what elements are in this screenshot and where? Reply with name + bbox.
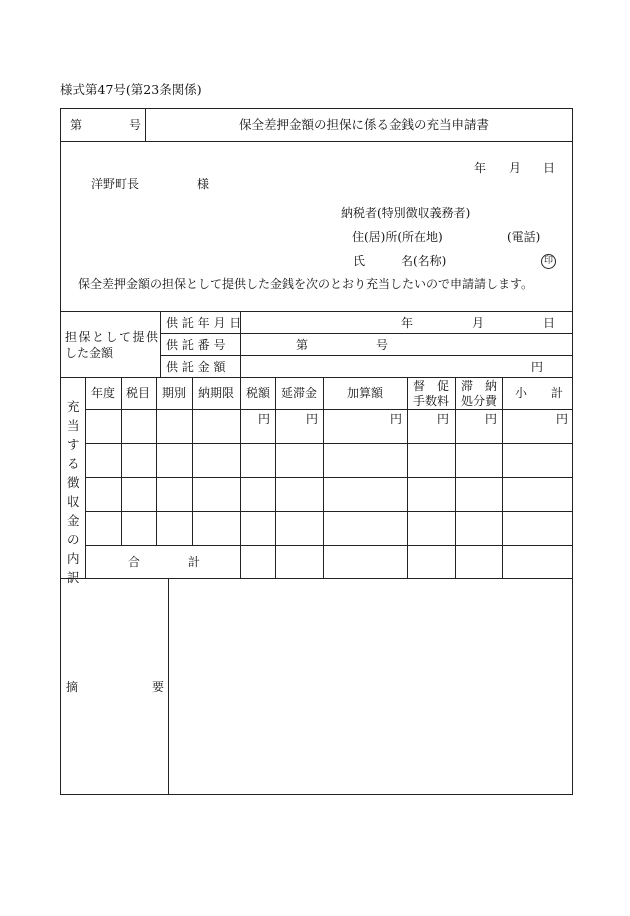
deposit-number-label: 供 託 番 号 bbox=[166, 338, 226, 352]
yen-marker-subtotal: 円 bbox=[556, 412, 569, 426]
date-day-label: 日 bbox=[543, 161, 556, 175]
application-statement: 保全差押金額の担保として提供した金銭を次のとおり充当したいので申請請します。 bbox=[78, 277, 534, 291]
deposit-year-label: 年 bbox=[401, 316, 414, 330]
breakdown-section-label: 充当する徴収金の内訳 bbox=[67, 399, 80, 585]
address-label: 住(居)所(所在地) bbox=[352, 230, 443, 244]
yen-marker-tax-amount: 円 bbox=[258, 412, 271, 426]
col-header-additional-tax: 加算額 bbox=[347, 386, 384, 400]
col-header-delinquency-fee: 滞 納 bbox=[461, 379, 498, 393]
deposit-amount-label: 供 託 金 額 bbox=[166, 360, 226, 374]
deposit-no-prefix: 第 bbox=[296, 338, 309, 352]
deposit-date-label: 供 託 年 月 日 bbox=[166, 316, 242, 330]
phone-label: (電話) bbox=[507, 230, 541, 244]
collateral-section-label-2: した金額 bbox=[65, 346, 114, 360]
name-label-suffix: 名(名称) bbox=[401, 254, 447, 268]
col-header-subtotal: 小 計 bbox=[515, 386, 564, 400]
form-number: 様式第47号(第23条関係) bbox=[60, 82, 202, 97]
yen-marker-delinquency-fee: 円 bbox=[485, 412, 498, 426]
taxpayer-label: 納税者(特別徴収義務者) bbox=[341, 206, 471, 220]
col-header-due-date: 納期限 bbox=[198, 386, 235, 400]
col-header-tax-item: 税目 bbox=[126, 386, 151, 400]
form-frame bbox=[60, 108, 573, 795]
total-label-2: 計 bbox=[188, 555, 201, 569]
col-header-demand-fee-2: 手数料 bbox=[413, 394, 450, 408]
date-month-label: 月 bbox=[509, 161, 522, 175]
col-header-fiscal-year: 年度 bbox=[91, 386, 116, 400]
deposit-month-label: 月 bbox=[472, 316, 485, 330]
name-label: 氏 bbox=[353, 254, 366, 268]
application-no-suffix: 号 bbox=[129, 118, 142, 132]
col-header-period: 期別 bbox=[162, 386, 187, 400]
total-label: 合 bbox=[128, 555, 141, 569]
application-no-prefix: 第 bbox=[70, 118, 83, 132]
addressee-name: 洋野町長 bbox=[91, 177, 140, 191]
addressee-honorific: 様 bbox=[197, 177, 210, 191]
collateral-section-label: 担保として提供 bbox=[65, 330, 160, 344]
form-title: 保全差押金額の担保に係る金銭の充当申請書 bbox=[239, 117, 490, 132]
col-header-late-fee: 延滞金 bbox=[281, 386, 318, 400]
col-header-delinquency-fee-2: 処分費 bbox=[461, 394, 498, 408]
deposit-no-suffix: 号 bbox=[376, 338, 389, 352]
col-header-tax-amount: 税額 bbox=[246, 386, 271, 400]
deposit-day-label: 日 bbox=[543, 316, 556, 330]
yen-marker-additional-tax: 円 bbox=[390, 412, 403, 426]
date-year-label: 年 bbox=[474, 161, 487, 175]
remarks-label: 摘 bbox=[66, 680, 79, 694]
seal-mark: 印 bbox=[541, 254, 556, 269]
remarks-label-2: 要 bbox=[152, 680, 165, 694]
deposit-amount-yen: 円 bbox=[531, 360, 544, 374]
yen-marker-demand-fee: 円 bbox=[437, 412, 450, 426]
col-header-demand-fee: 督 促 bbox=[413, 379, 450, 393]
yen-marker-late-fee: 円 bbox=[306, 412, 319, 426]
